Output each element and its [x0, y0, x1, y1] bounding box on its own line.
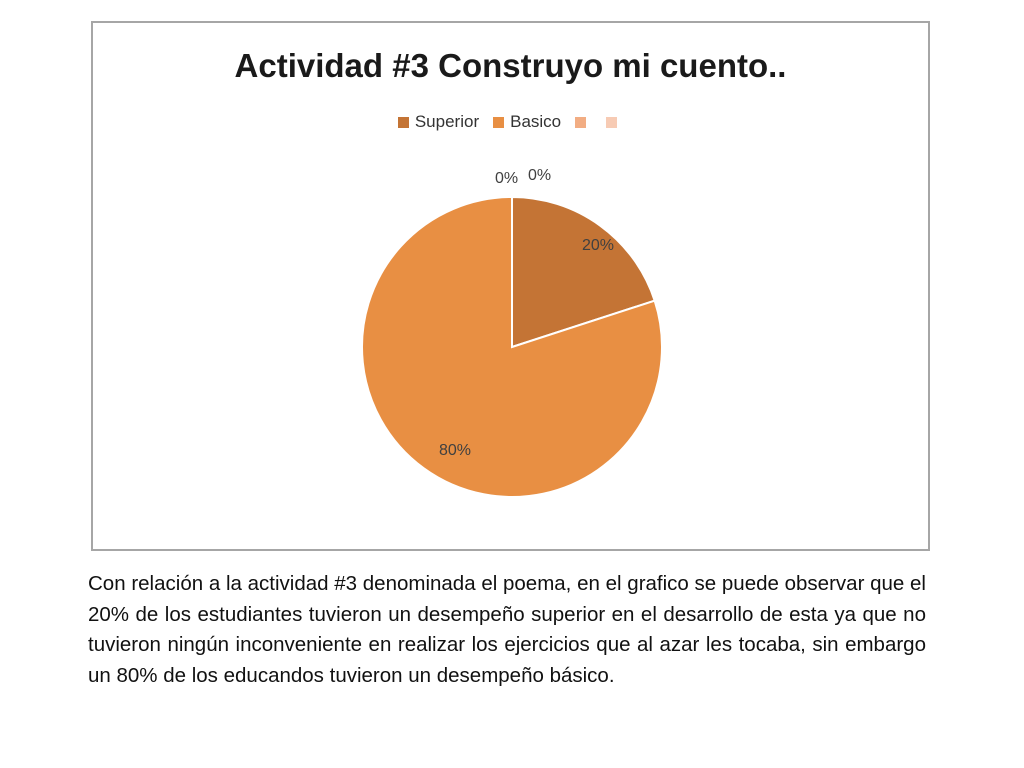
- slice-data-label: 80%: [439, 442, 472, 459]
- slice-data-label: 0%: [528, 167, 552, 184]
- chart-frame: [91, 21, 930, 551]
- caption-paragraph: Con relación a la actividad #3 denominada el poema, en el grafico se puede observar que el 20% de los estudiantes tuvieron un desempeño superior en el desarrollo de esta ya que no tuvieron ningún inconveniente en realizar los ejercicios que al azar les tocaba, sin embargo un 80% de los educandos tuvieron un desempeño básico.: [88, 572, 926, 687]
- legend-label: Basico: [510, 112, 562, 131]
- legend-label: Superior: [414, 112, 480, 131]
- chart-title: Actividad #3 Construyo mi cuento..: [234, 47, 787, 84]
- slice-data-label: 0%: [495, 170, 519, 187]
- pie-chart: [93, 23, 928, 549]
- slice-data-label: 20%: [582, 237, 615, 254]
